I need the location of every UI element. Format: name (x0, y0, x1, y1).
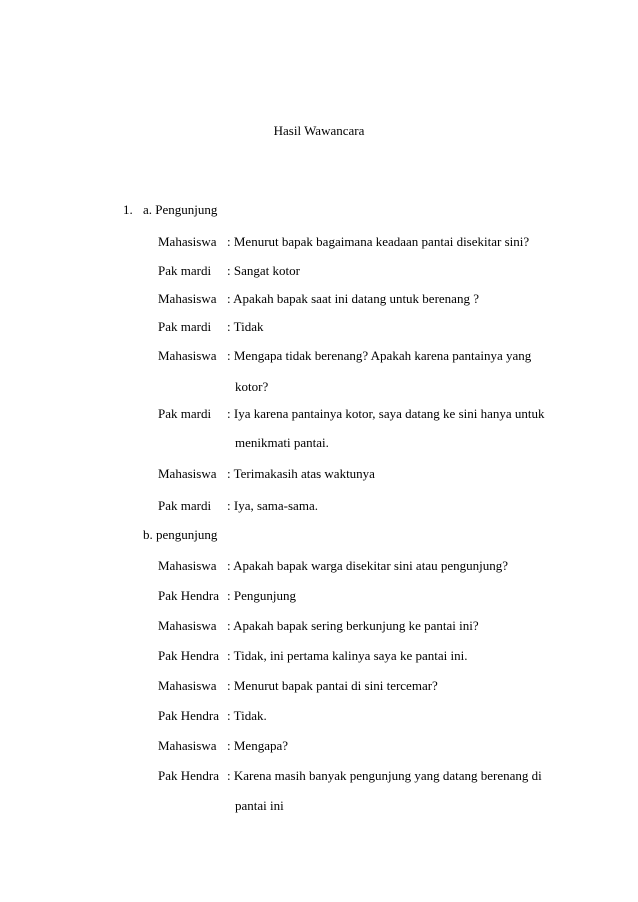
speaker-label: Mahasiswa (158, 348, 217, 363)
speaker-label: Mahasiswa (158, 558, 217, 573)
speaker-label: Pak mardi (158, 498, 212, 513)
utterance: : Karena masih banyak pengunjung yang datang berenang di (227, 768, 542, 783)
speaker-label: Mahasiswa (158, 738, 217, 753)
utterance-continuation: kotor? (235, 379, 269, 394)
section-a-label: a. Pengunjung (143, 202, 218, 217)
speaker-label: Mahasiswa (158, 291, 217, 306)
utterance: : Sangat kotor (227, 263, 300, 278)
speaker-label: Mahasiswa (158, 618, 217, 633)
utterance: : Apakah bapak warga disekitar sini atau pengunjung? (227, 558, 508, 573)
utterance-continuation: pantai ini (235, 798, 284, 813)
utterance: : Iya karena pantainya kotor, saya datang ke sini hanya untuk (227, 406, 545, 421)
item-number: 1. (123, 202, 133, 217)
utterance: : Tidak, ini pertama kalinya saya ke pantai ini. (227, 648, 468, 663)
utterance: : Mengapa? (227, 738, 289, 753)
speaker-label: Pak Hendra (158, 588, 220, 603)
utterance: : Tidak. (227, 708, 267, 723)
speaker-label: Pak Hendra (158, 708, 220, 723)
speaker-label: Pak Hendra (158, 768, 220, 783)
speaker-label: Mahasiswa (158, 234, 217, 249)
utterance: : Apakah bapak sering berkunjung ke pantai ini? (227, 618, 479, 633)
speaker-label: Mahasiswa (158, 678, 217, 693)
utterance: : Menurut bapak bagaimana keadaan pantai disekitar sini? (227, 234, 530, 249)
speaker-label: Pak mardi (158, 406, 212, 421)
utterance: : Apakah bapak saat ini datang untuk berenang ? (227, 291, 479, 306)
utterance: : Pengunjung (227, 588, 296, 603)
utterance: : Iya, sama-sama. (227, 498, 318, 513)
section-b-label: b. pengunjung (143, 527, 218, 542)
utterance: : Terimakasih atas waktunya (227, 466, 375, 481)
utterance: : Tidak (227, 319, 264, 334)
utterance: : Menurut bapak pantai di sini tercemar? (227, 678, 438, 693)
utterance-continuation: menikmati pantai. (235, 435, 329, 450)
speaker-label: Pak Hendra (158, 648, 220, 663)
speaker-label: Mahasiswa (158, 466, 217, 481)
speaker-label: Pak mardi (158, 263, 212, 278)
document-title: Hasil Wawancara (273, 123, 365, 138)
speaker-label: Pak mardi (158, 319, 212, 334)
utterance: : Mengapa tidak berenang? Apakah karena pantainya yang (227, 348, 532, 363)
